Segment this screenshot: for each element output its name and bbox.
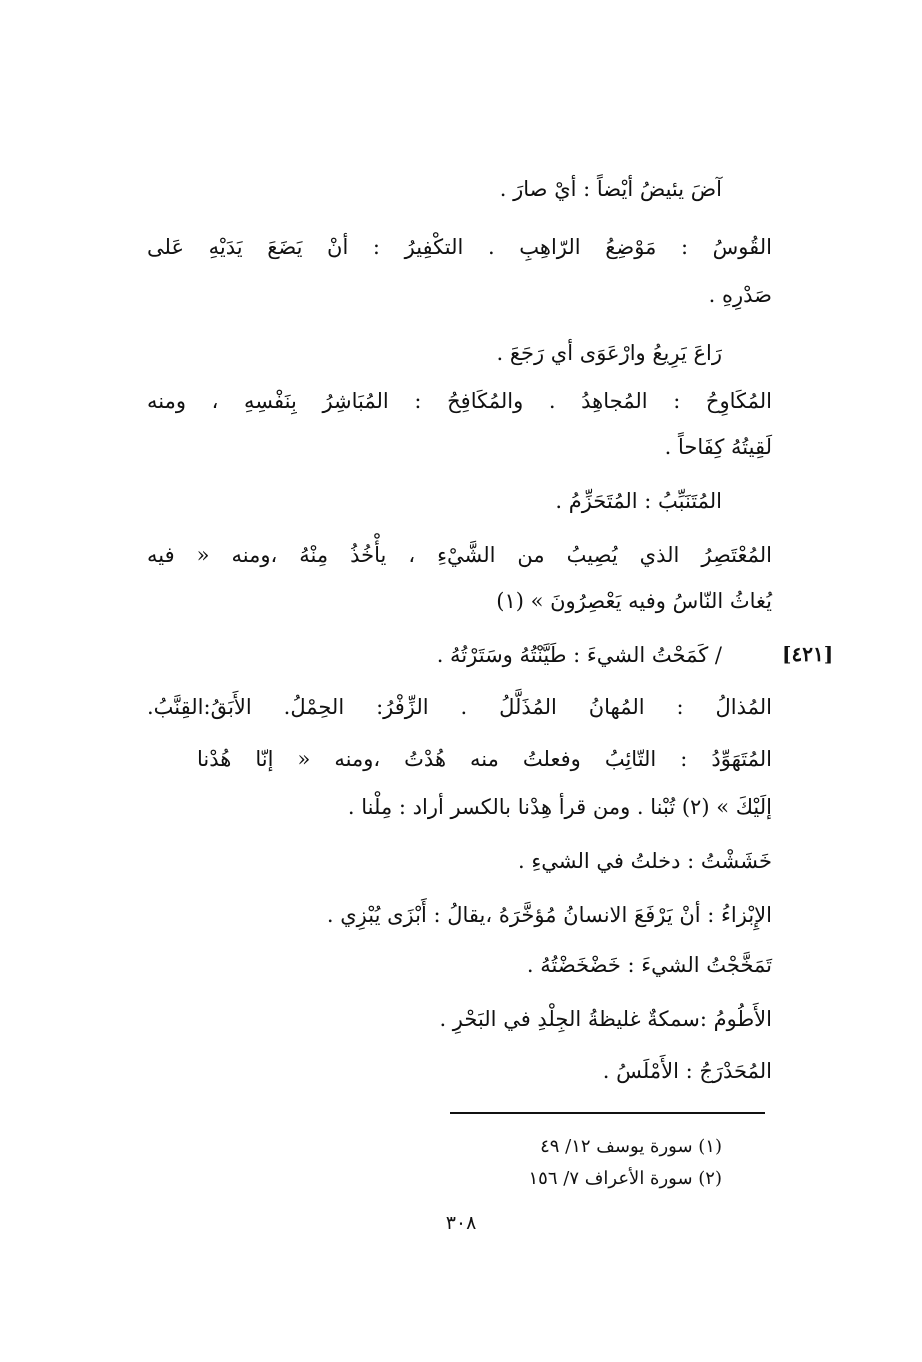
text-line: رَاعَ يَرِيعُ وارْعَوَى أي رَجَعَ . [496,341,722,365]
text-line: يُغاثُ النّاسُ وفيه يَعْصِرُونَ » (١) [496,589,772,613]
text-line: القُوسُ : مَوْضِعُ الرّاهِبِ . التكْفِيرُ : أنْ يَضَعَ يَدَيْهِ عَلى [147,235,772,259]
text-line: المُتَنَبِّبُ : المُتَحَزِّمُ . [555,489,722,513]
text-line: آضَ يئيضُ أيْضاً : أيْ صارَ . [499,177,722,201]
text-line: الأَطُومُ :سمكةٌ غليظةُ الجِلْدِ في البَحْرِ . [439,1007,772,1031]
margin-page-reference: [٤٢١] [782,642,834,666]
text-line: الإِبْزاءُ : أنْ يَرْفَعَ الانسانُ مُؤخَّرَهُ ،يقالُ : أَبْزَى يُبْزِي . [326,903,772,927]
text-line: صَدْرِهِ . [708,283,772,307]
text-line: المُكَاوِحُ : المُجاهِدُ . والمُكَافِحُ : المُبَاشِرُ بِنَفْسِهِ ، ومنه [147,389,772,413]
text-line: خَشَشْتُ : دخلتُ في الشيءِ . [518,849,772,873]
footnote: (١) سورة يوسف ١٢/ ٤٩ [540,1136,722,1157]
footnote-separator [450,1112,765,1114]
text-line: تَمَخَّجْتُ الشيءَ : خَضْخَضْتُهُ . [526,953,772,977]
text-line: المُذالُ : المُهانُ المُذَلَّلُ . الزِّفْرُ: الحِمْلُ. الأَبَقُ:القِنَّبُ. [147,695,772,719]
text-line: المُعْتَصِرُ الذي يُصِيبُ من الشَّيْءِ ، يأْخُذُ مِنْهُ ،ومنه « فيه [147,543,772,567]
text-line: / كَمَحْتُ الشيءَ : طَيَّنْتُهُ وسَتَرْتُهُ . [436,643,722,667]
footnote: (٢) سورة الأعراف ٧/ ١٥٦ [528,1168,722,1189]
text-line: المُحَدْرَجُ : الأَمْلَسُ . [602,1059,772,1083]
text-line: إلَيْكَ » (٢) تُبْنا . ومن قرأ هِدْنا بالكسر أراد : مِلْنا . [347,795,772,819]
text-line: لَقِيتُهُ كِفَاحاً . [664,435,772,459]
text-line: المُتَهَوِّدُ : التّائِبُ وفعلتُ منه هُدْتُ ،ومنه « إنّا هُدْنا [197,747,772,771]
page-number: ٣٠٨ [445,1212,477,1234]
